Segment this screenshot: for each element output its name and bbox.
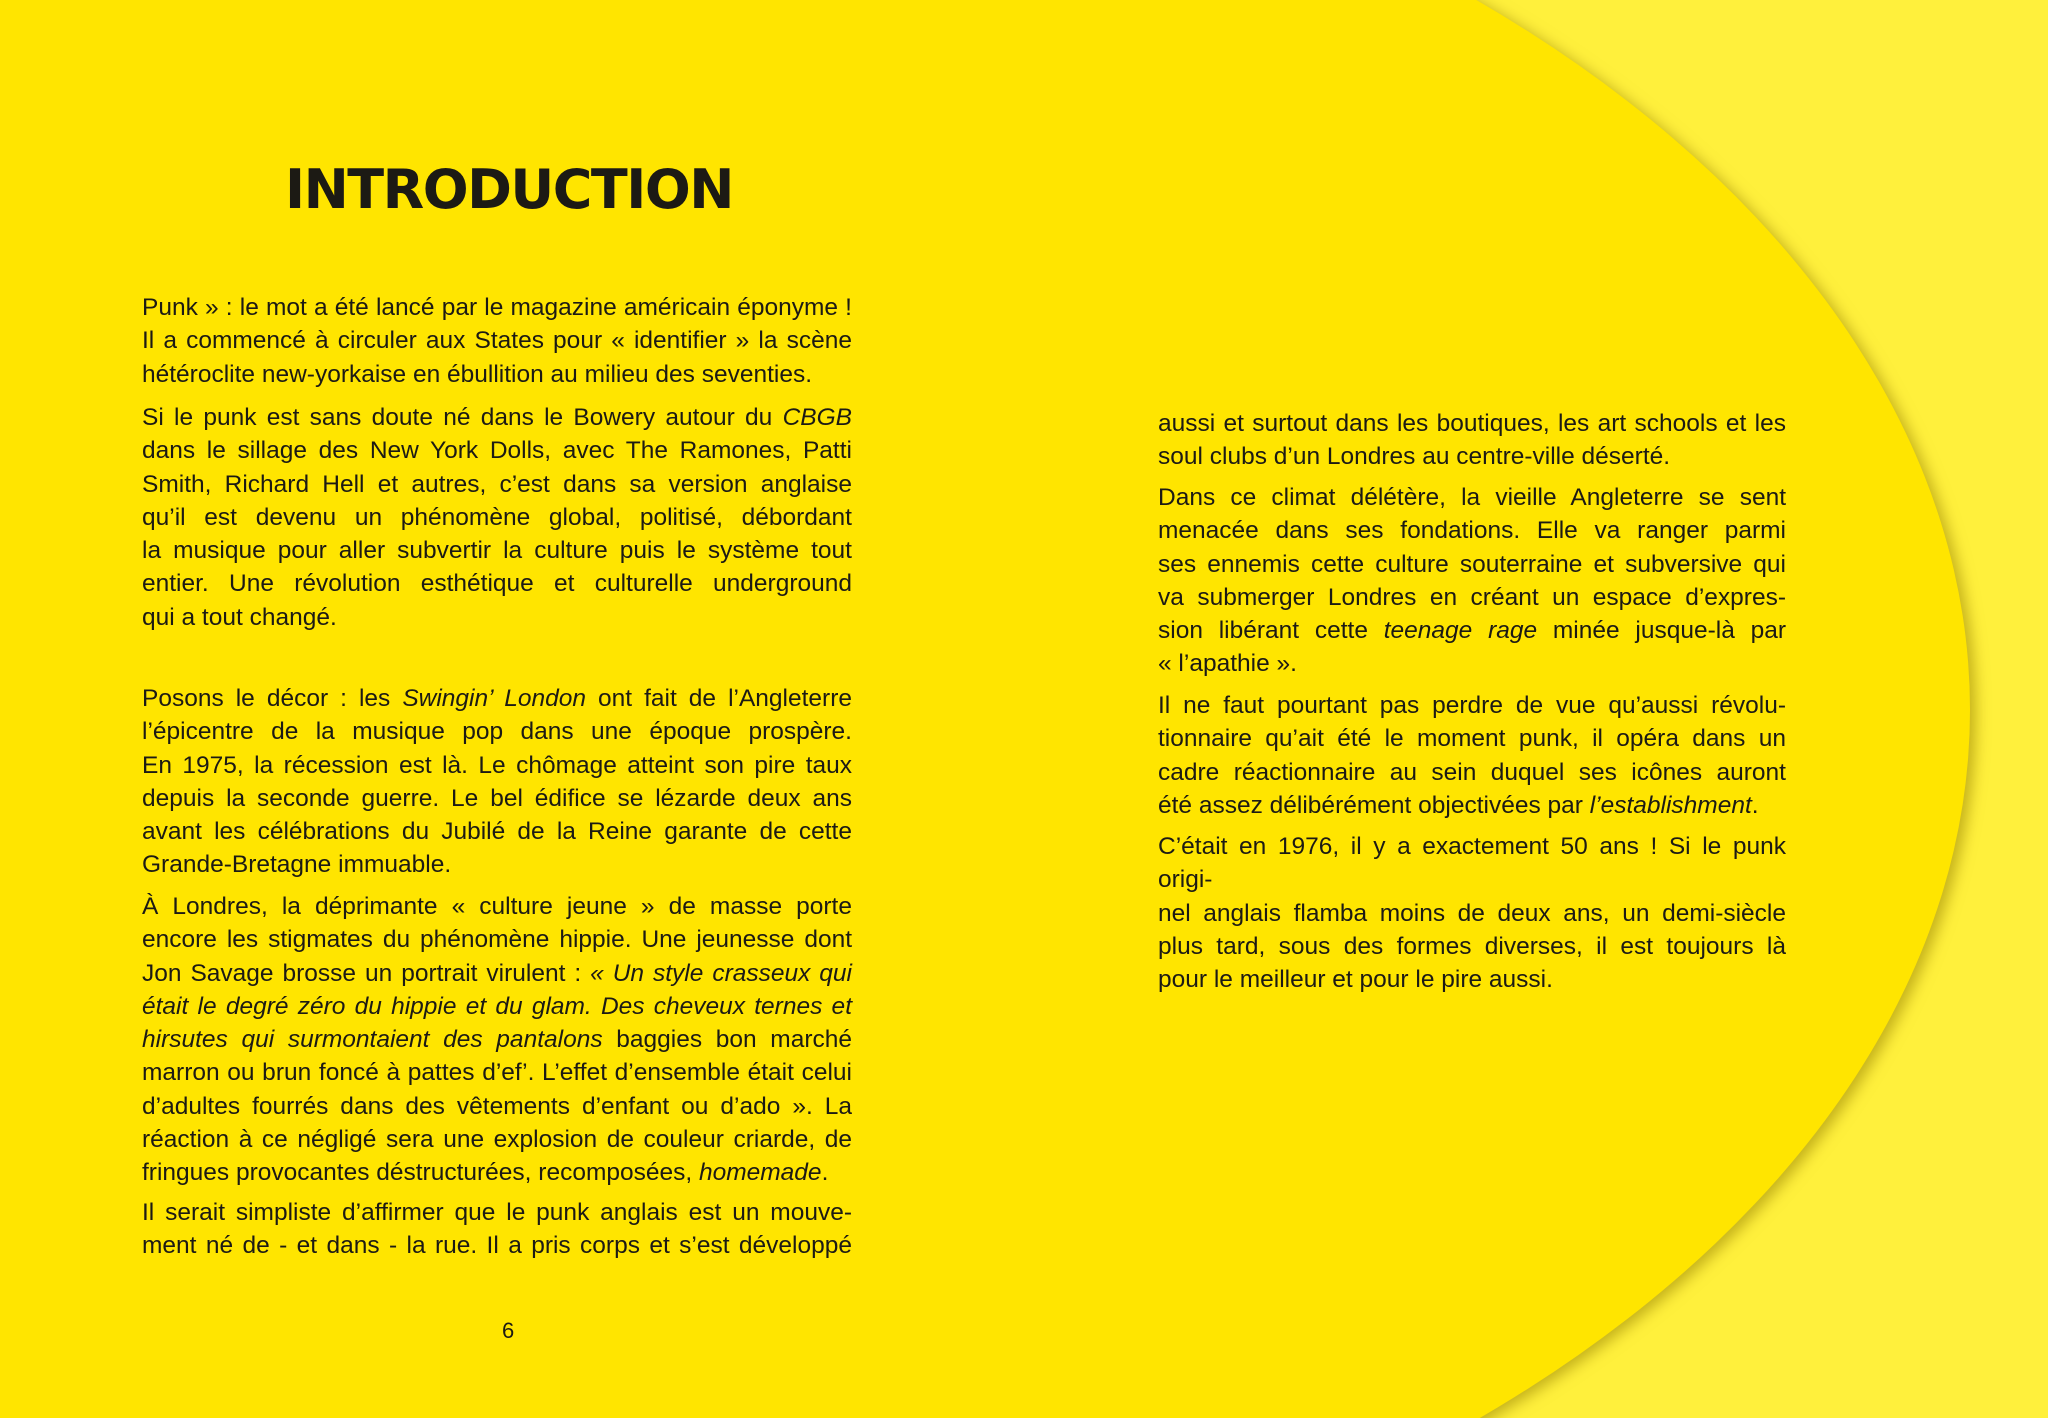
text-line: soul clubs d’un Londres au centre-ville déserté. <box>1158 443 1671 471</box>
text-line: encore les stigmates du phénomène hippie. Une jeunesse dont <box>142 926 852 954</box>
text-line: Grande-Bretagne immuable. <box>142 851 452 879</box>
text-line: hirsutes qui surmontaient des pantalons baggies bon marché <box>142 1026 852 1054</box>
text-line: hétéroclite new-yorkaise en ébullition au milieu des seventies. <box>142 360 813 388</box>
text-line: tionnaire qu’ait été le moment punk, il opéra dans un <box>1158 725 1786 753</box>
text-line: aussi et surtout dans les boutiques, les art schools et les <box>1158 410 1786 437</box>
text-line: depuis la seconde guerre. Le bel édifice se lézarde deux ans <box>142 784 852 812</box>
right-column-paragraph-establishment <box>1158 689 1786 822</box>
text-line: Smith, Richard Hell et autres, c’est dans sa version anglaise <box>142 470 852 498</box>
text-line: Dans ce climat délétère, la vieille Angleterre se sent <box>1158 484 1786 511</box>
left-column-paragraph-decor <box>142 682 852 882</box>
left-column-paragraph-cbgb <box>142 401 852 634</box>
text-line: À Londres, la déprimante « culture jeune » de masse porte <box>142 893 852 920</box>
text-line: Jon Savage brosse un portrait virulent : « Un style crasseux qui <box>142 959 852 987</box>
text-line: C’était en 1976, il y a exactement 50 ans ! Si le punk origi- <box>1158 833 1786 894</box>
text-line: menacée dans ses fondations. Elle va ranger parmi <box>1158 517 1786 545</box>
text-line: dans le sillage des New York Dolls, avec The Ramones, Patti <box>142 437 852 465</box>
text-line: marron ou brun foncé à pattes d’ef’. L’effet d’ensemble était celui <box>142 1059 852 1087</box>
text-line: avant les célébrations du Jubilé de la Reine garante de cette <box>142 818 852 846</box>
text-line: sion libérant cette teenage rage minée jusque-là par <box>1158 617 1787 645</box>
text-line: plus tard, sous des formes diverses, il est toujours là <box>1158 932 1786 960</box>
page-title: INTRODUCTION <box>285 158 733 221</box>
text-line: été assez délibérément objectivées par l’establishment. <box>1158 791 1759 819</box>
text-line: la musique pour aller subvertir la culture puis le système tout <box>142 537 852 565</box>
right-column-paragraph-angleterre <box>1158 481 1786 681</box>
left-column-intro <box>142 291 852 391</box>
text-line: Si le punk est sans doute né dans le Bowery autour du CBGB <box>142 404 852 431</box>
left-column-paragraph-rue <box>142 1196 852 1263</box>
right-column-paragraph-boutiques <box>1158 407 1786 474</box>
text-line: va submerger Londres en créant un espace d’expres- <box>1158 583 1786 611</box>
text-line: ses ennemis cette culture souterraine et subversive qui <box>1158 550 1786 578</box>
text-line: entier. Une révolution esthétique et culturelle underground <box>142 570 852 598</box>
text-line: d’adultes fourrés dans des vêtements d’enfant ou d’ado ». La <box>142 1092 852 1120</box>
text-line: Posons le décor : les Swingin’ London ont fait de l’Angleterre <box>142 685 852 712</box>
text-line: cadre réactionnaire au sein duquel ses icônes auront <box>1158 758 1786 786</box>
text-line: fringues provocantes déstructurées, recomposées, homemade. <box>142 1159 829 1187</box>
text-line: réaction à ce négligé sera une explosion de couleur criarde, de <box>142 1126 852 1154</box>
text-line: En 1975, la récession est là. Le chômage atteint son pire taux <box>142 751 852 779</box>
text-line: qui a tout changé. <box>142 603 337 631</box>
text-line: qu’il est devenu un phénomène global, politisé, débordant <box>142 503 852 531</box>
text-line: Il ne faut pourtant pas perdre de vue qu’aussi révolu- <box>1158 692 1786 719</box>
left-column-paragraph-londres <box>142 890 852 1190</box>
text-line: Punk » : le mot a été lancé par le magazine américain éponyme ! <box>142 294 852 321</box>
text-line: « l’apathie ». <box>1158 650 1297 678</box>
text-line: Il a commencé à circuler aux States pour « identifier » la scène <box>142 327 852 355</box>
text-line: l’épicentre de la musique pop dans une époque prospère. <box>142 718 852 746</box>
right-column-paragraph-1976 <box>1158 830 1786 996</box>
page-number: 6 <box>502 1318 515 1343</box>
text-line: pour le meilleur et pour le pire aussi. <box>1158 966 1553 994</box>
text-line: Il serait simpliste d’affirmer que le punk anglais est un mouve- <box>142 1199 852 1226</box>
text-line: ment né de - et dans - la rue. Il a pris corps et s’est développé <box>142 1232 852 1260</box>
text-line: était le degré zéro du hippie et du glam. Des cheveux ternes et <box>142 992 852 1020</box>
text-line: nel anglais flamba moins de deux ans, un demi-siècle <box>1158 899 1786 927</box>
